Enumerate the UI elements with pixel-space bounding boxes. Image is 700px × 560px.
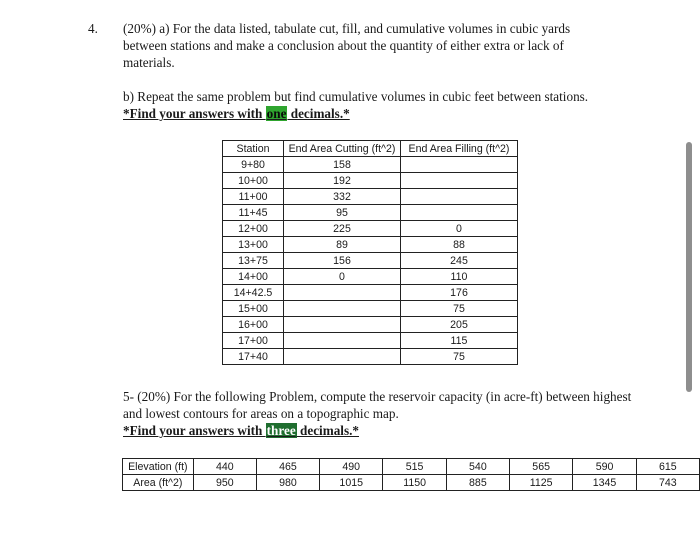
table-cell: 17+00 — [223, 333, 284, 349]
table-cell: 225 — [284, 221, 401, 237]
table-row — [223, 237, 518, 253]
scrollbar[interactable] — [686, 142, 692, 392]
column-header: End Area Cutting (ft^2) — [284, 141, 401, 157]
table-cell: 17+40 — [223, 349, 284, 365]
question-4-part-b-text: b) Repeat the same problem but find cumulative volumes in cubic feet between stations. — [123, 89, 589, 104]
table-cell: 13+00 — [223, 237, 284, 253]
table-cell — [284, 285, 401, 301]
question-5-text: 5- (20%) For the following Problem, compute the reservoir capacity (in acre-ft) between highest and lowest contours for areas on a topographic map. — [123, 389, 632, 421]
table-cell: 0 — [401, 221, 518, 237]
elevation-cell: 440 — [193, 459, 256, 475]
area-row — [123, 475, 700, 491]
elevation-cell: 540 — [446, 459, 509, 475]
table-cell: 245 — [401, 253, 518, 269]
table-cell: 158 — [284, 157, 401, 173]
elevation-cell: 590 — [573, 459, 636, 475]
table-cell: 11+45 — [223, 205, 284, 221]
table-row — [223, 189, 518, 205]
table-row — [223, 157, 518, 173]
table-cell: 89 — [284, 237, 401, 253]
elevation-cell: 490 — [320, 459, 383, 475]
table-cell: 11+00 — [223, 189, 284, 205]
instruction-suffix: decimals.* — [296, 423, 359, 438]
column-header: Station — [223, 141, 284, 157]
area-cell: 1125 — [509, 475, 572, 491]
question-4-number: 4. — [88, 21, 98, 36]
table-cell: 95 — [284, 205, 401, 221]
table-cell: 16+00 — [223, 317, 284, 333]
table-cell: 75 — [401, 301, 518, 317]
table-cell: 332 — [284, 189, 401, 205]
table-header-row — [223, 141, 518, 157]
elevation-row — [123, 459, 700, 475]
table-cell — [284, 317, 401, 333]
table-cell — [284, 301, 401, 317]
table-cell: 156 — [284, 253, 401, 269]
instruction-highlight: one — [266, 106, 287, 121]
question-4-instruction — [123, 105, 643, 122]
table-cell: 12+00 — [223, 221, 284, 237]
instruction-highlight: three — [266, 423, 296, 438]
elevation-cell: 615 — [636, 459, 699, 475]
elevation-cell: 565 — [509, 459, 572, 475]
table-cell — [284, 349, 401, 365]
table-row — [223, 221, 518, 237]
table-cell: 14+42.5 — [223, 285, 284, 301]
table-cell: 205 — [401, 317, 518, 333]
table-cell: 13+75 — [223, 253, 284, 269]
table-row — [223, 269, 518, 285]
table-cell: 75 — [401, 349, 518, 365]
question-5-instruction — [123, 422, 643, 439]
area-cell: 950 — [193, 475, 256, 491]
table-row — [223, 333, 518, 349]
table-cell — [284, 333, 401, 349]
contour-table — [122, 458, 700, 491]
table-cell: 15+00 — [223, 301, 284, 317]
table-cell: 88 — [401, 237, 518, 253]
area-cell: 743 — [636, 475, 699, 491]
area-cell: 1345 — [573, 475, 636, 491]
question-5 — [123, 388, 643, 439]
area-cell: 1150 — [383, 475, 446, 491]
elevation-cell: 515 — [383, 459, 446, 475]
table-row — [223, 301, 518, 317]
table-row — [223, 285, 518, 301]
area-cell: 1015 — [320, 475, 383, 491]
question-4-part-a: (20%) a) For the data listed, tabulate cut, fill, and cumulative volumes in cubic yards between stations and make a conclusion about the quantity of either extra or lack of materials. — [123, 21, 571, 70]
end-area-table — [222, 140, 518, 365]
elevation-label: Elevation (ft) — [123, 459, 194, 475]
table-row — [223, 173, 518, 189]
area-label: Area (ft^2) — [123, 475, 194, 491]
table-cell — [401, 173, 518, 189]
table-cell — [401, 157, 518, 173]
area-cell: 885 — [446, 475, 509, 491]
table-row — [223, 349, 518, 365]
table-cell — [401, 205, 518, 221]
instruction-suffix: decimals.* — [287, 106, 350, 121]
table-cell: 0 — [284, 269, 401, 285]
question-4-part-b — [123, 88, 643, 122]
table-cell: 9+80 — [223, 157, 284, 173]
instruction-prefix: *Find your answers with — [123, 106, 266, 121]
table-cell: 176 — [401, 285, 518, 301]
column-header: End Area Filling (ft^2) — [401, 141, 518, 157]
table-row — [223, 205, 518, 221]
table-cell: 192 — [284, 173, 401, 189]
table-cell: 14+00 — [223, 269, 284, 285]
table-cell: 115 — [401, 333, 518, 349]
table-row — [223, 317, 518, 333]
elevation-cell: 465 — [256, 459, 319, 475]
instruction-prefix: *Find your answers with — [123, 423, 266, 438]
table-cell — [401, 189, 518, 205]
area-cell: 980 — [256, 475, 319, 491]
table-cell: 10+00 — [223, 173, 284, 189]
table-cell: 110 — [401, 269, 518, 285]
table-row — [223, 253, 518, 269]
